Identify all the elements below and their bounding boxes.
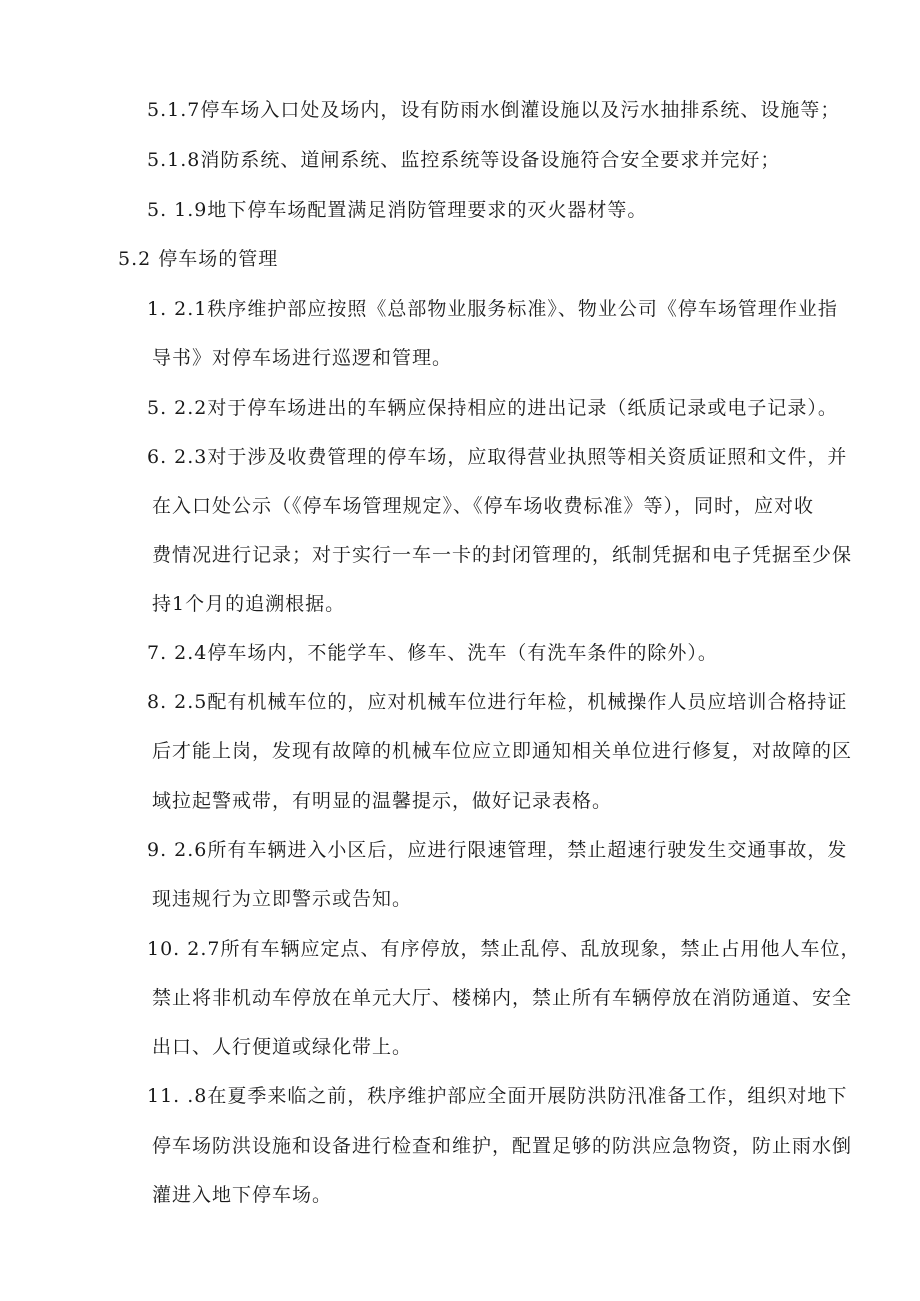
clause-2-5-line-2: 后才能上岗，发现有故障的机械车位应立即通知相关单位进行修复，对故障的区 bbox=[152, 740, 853, 762]
clause-2-7-line-3: 出口、人行便道或绿化带上。 bbox=[152, 1036, 413, 1058]
clause-5-1-9: 5. 1.9地下停车场配置满足消防管理要求的灭火器材等。 bbox=[147, 199, 648, 221]
clause-2-3-line-4: 持1个月的追溯根据。 bbox=[152, 593, 346, 615]
clause-2-3-line-3: 费情况进行记录；对于实行一车一卡的封闭管理的，纸制凭据和电子凭据至少保 bbox=[152, 544, 853, 566]
clause-2-1-line-1: 1. 2.1秩序维护部应按照《总部物业服务标准》、物业公司《停车场管理作业指 bbox=[147, 298, 838, 320]
clause-5-1-7: 5.1.7停车场入口处及场内，设有防雨水倒灌设施以及污水抽排系统、设施等； bbox=[147, 99, 841, 121]
clause-2-5-line-1: 8. 2.5配有机械车位的，应对机械车位进行年检，机械操作人员应培训合格持证 bbox=[147, 691, 848, 713]
section-heading-5-2: 5.2 停车场的管理 bbox=[118, 248, 279, 270]
clause-2-1-line-2: 导书》对停车场进行巡逻和管理。 bbox=[152, 347, 453, 369]
clause-2-3-line-1: 6. 2.3对于涉及收费管理的停车场，应取得营业执照等相关资质证照和文件，并 bbox=[147, 446, 848, 468]
clause-2-7-line-2: 禁止将非机动车停放在单元大厅、楼梯内，禁止所有车辆停放在消防通道、安全 bbox=[152, 987, 853, 1009]
clause-2-8-line-3: 灌进入地下停车场。 bbox=[152, 1184, 333, 1206]
clause-2-8-line-2: 停车场防洪设施和设备进行检查和维护，配置足够的防洪应急物资，防止雨水倒 bbox=[152, 1135, 853, 1157]
clause-2-7-line-1: 10. 2.7所有车辆应定点、有序停放，禁止乱停、乱放现象，禁止占用他人车位， bbox=[147, 938, 861, 960]
clause-2-6-line-1: 9. 2.6所有车辆进入小区后，应进行限速管理，禁止超速行驶发生交通事故，发 bbox=[147, 839, 848, 861]
clause-5-1-8: 5.1.8消防系统、道闸系统、监控系统等设备设施符合安全要求并完好； bbox=[147, 149, 781, 171]
clause-2-5-line-3: 域拉起警戒带，有明显的温馨提示，做好记录表格。 bbox=[152, 790, 613, 812]
clause-2-6-line-2: 现违规行为立即警示或告知。 bbox=[152, 888, 413, 910]
clause-2-8-line-1: 11. .8在夏季来临之前，秩序维护部应全面开展防洪防汛准备工作，组织对地下 bbox=[147, 1085, 848, 1107]
clause-2-4: 7. 2.4停车场内，不能学车、修车、洗车（有洗车条件的除外）。 bbox=[147, 642, 718, 664]
clause-2-2: 5. 2.2对于停车场进出的车辆应保持相应的进出记录（纸质记录或电子记录）。 bbox=[147, 397, 838, 419]
clause-2-3-line-2: 在入口处公示（《停车场管理规定》、《停车场收费标准》等），同时，应对收 bbox=[152, 495, 815, 517]
